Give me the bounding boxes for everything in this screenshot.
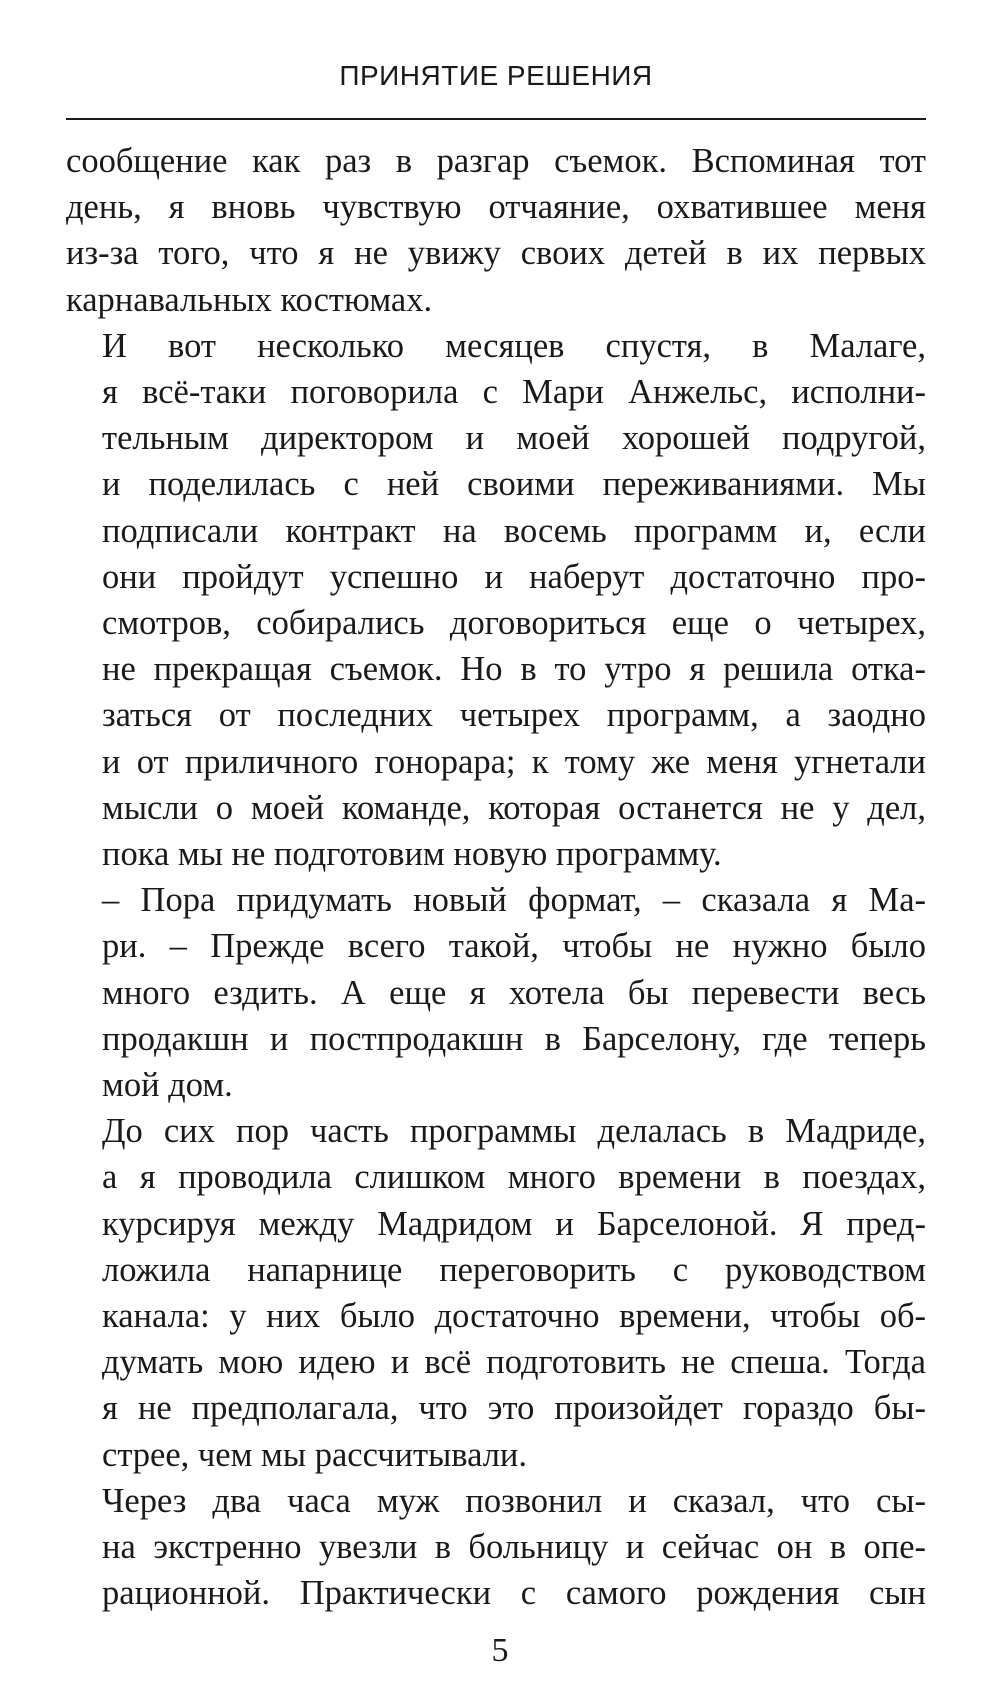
text-line: тельным директором и моей хорошей подругой, xyxy=(102,419,926,458)
header-rule xyxy=(66,118,926,120)
text-line: – Пора придумать новый формат, – сказала я Ма- xyxy=(102,881,926,920)
text-line: заться от последних четырех программ, а заодно xyxy=(102,696,926,735)
text-line: рационной. Практически с самого рождения сын xyxy=(102,1574,926,1613)
text-line: карнавальных костюмах. xyxy=(66,280,433,319)
text-line: стрее, чем мы рассчитывали. xyxy=(102,1435,528,1474)
text-line: сообщение как раз в разгар съемок. Вспоминая тот xyxy=(66,142,926,180)
text-line: день, я вновь чувствую отчаяние, охватившее меня xyxy=(66,188,926,227)
text-line: продакшн и постпродакшн в Барселону, где теперь xyxy=(102,1019,926,1058)
text-line: и поделилась с ней своими переживаниями. Мы xyxy=(102,465,926,504)
text-line: много ездить. А еще я хотела бы перевести весь xyxy=(102,973,926,1012)
text-line: подписали контракт на восемь программ и, если xyxy=(102,511,926,550)
text-line: Через два часа муж позвонил и сказал, что сы- xyxy=(102,1481,926,1520)
text-line: смотров, собирались договориться еще о четырех, xyxy=(102,604,926,643)
paragraph xyxy=(66,1478,926,1617)
text-line: И вот несколько месяцев спустя, в Малаге, xyxy=(102,326,926,365)
text-line: думать мою идею и всё подготовить не спеша. Тогда xyxy=(102,1343,926,1382)
paragraph xyxy=(66,138,926,323)
text-line: они пройдут успешно и наберут достаточно про- xyxy=(102,557,926,596)
text-line: пока мы не подготовим новую программу. xyxy=(102,835,722,874)
text-line: я не предполагала, что это произойдет гораздо бы- xyxy=(102,1389,926,1428)
running-head: ПРИНЯТИЕ РЕШЕНИЯ xyxy=(339,60,653,91)
text-line: и от приличного гонорара; к тому же меня угнетали xyxy=(102,742,926,781)
text-line: До сих пор часть программы делалась в Мадриде, xyxy=(102,1112,926,1151)
text-line: а я проводила слишком много времени в поездах, xyxy=(102,1158,926,1197)
text-line: мысли о моей команде, которая останется не у дел, xyxy=(102,788,926,827)
text-line: на экстренно увезли в больницу и сейчас он в опе- xyxy=(102,1528,926,1567)
text-line: ри. – Прежде всего такой, чтобы не нужно было xyxy=(102,927,926,966)
text-line: канала: у них было достаточно времени, чтобы об- xyxy=(102,1297,926,1336)
body-text xyxy=(66,138,926,1617)
page-number: 5 xyxy=(491,1632,509,1669)
text-line: мой дом. xyxy=(102,1066,233,1105)
paragraph xyxy=(66,323,926,877)
text-line: курсируя между Мадридом и Барселоной. Я пред- xyxy=(102,1204,926,1243)
paragraph xyxy=(66,1108,926,1478)
paragraph xyxy=(66,877,926,1108)
text-line: я всё-таки поговорила с Мари Анжельс, исполни- xyxy=(102,373,926,412)
text-line: ложила напарнице переговорить с руководством xyxy=(102,1250,926,1289)
text-line: не прекращая съемок. Но в то утро я решила отка- xyxy=(102,650,926,689)
text-line: из-за того, что я не увижу своих детей в их первых xyxy=(66,234,926,273)
